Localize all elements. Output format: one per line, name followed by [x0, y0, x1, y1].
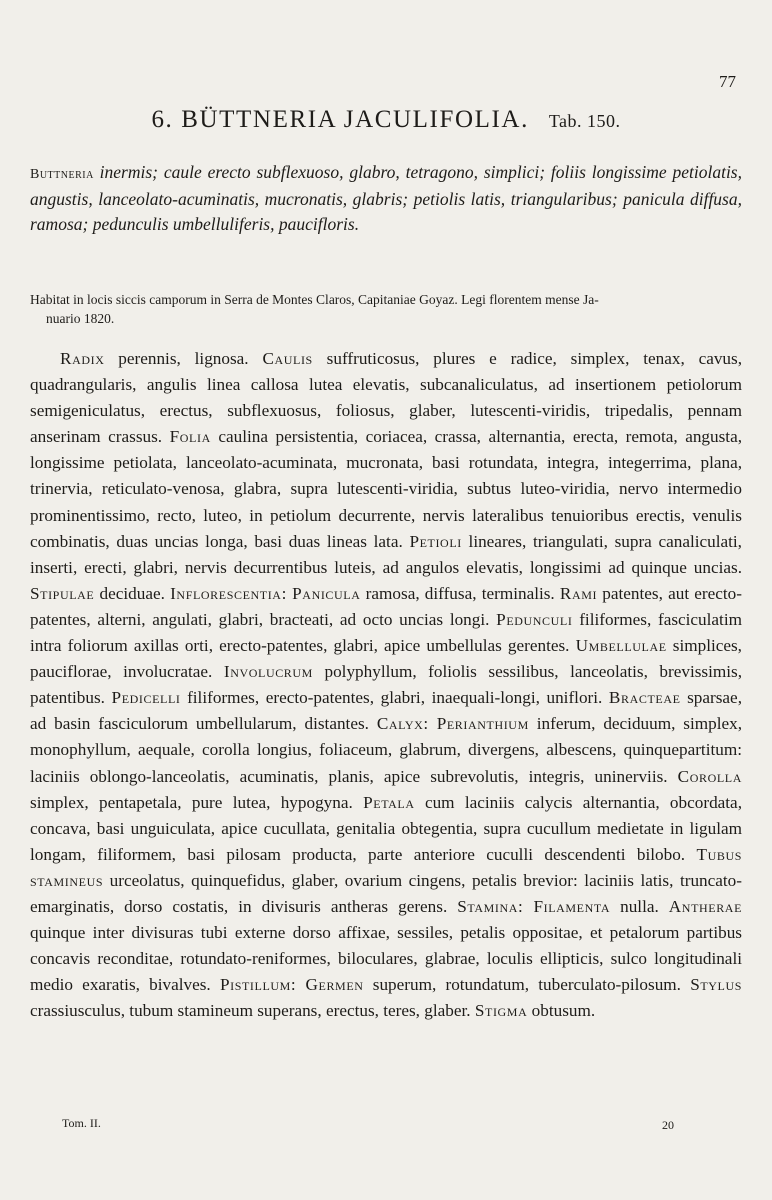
description-text: inferum, deciduum, simplex, monophyllum, aequale, corolla longius, foliaceum, glabrum, divergens, albescens, quinquepartitum: laciniis oblongo-lanceolatis, acuminatis, planis, apice subrevolutis, integris, uninerviis. [30, 714, 743, 786]
description-text: ramosa, diffusa, terminalis. [360, 583, 560, 603]
description-term: Filamenta [533, 896, 611, 916]
description-text [429, 714, 437, 733]
description-text: suffruticosus, plures e radice, simplex, tenax, cavus, quadrangularis, angulis linea callosa lutea elevatis, subcanaliculatus, ad insertionem petiolorum semigeniculatus, erectus, subflexuosus, foliosus, glaber, lutescenti-viridis, tripedalis, pennam anserinam crassus. [30, 349, 742, 447]
description-term: Germen [305, 975, 364, 995]
species-title [0, 106, 772, 134]
description-text: crassiusculus, tubum stamineum superans, erectus, teres, glaber. [30, 1001, 475, 1021]
species-name: BÜTTNERIA JACULIFOLIA. [181, 106, 529, 133]
description-term: Pedicelli [111, 688, 181, 708]
description-term: Involucrum [223, 662, 313, 682]
description-text: superum, rotundatum, tuberculato-pilosum. [363, 975, 691, 995]
description-text: sparsae, ad basin fasciculorum umbellularum, distantes. [30, 688, 742, 734]
description-text: caulina persistentia, coriacea, crassa, alternantia, erecta, remota, angusta, longissime petiolata, lanceolato-acuminata, mucronata, basi rotundata, integra, integerrima, plana, trinervia, reticulato-venosa, glabra, supra lutescenti-viridia, subtus luteo-viridia, nervo intermedio prominentissimo, recto, luteo, in petiolum decurrente, nervis lateralibus tenuioribus erectis, venulis combinatis, duas uncias longa, basi duas lineas lata. [30, 427, 742, 551]
description-term: Pistillum: [219, 975, 297, 995]
description-term: Petioli [409, 531, 462, 551]
description-term: Petala [363, 792, 415, 812]
description-term: Radix [60, 349, 105, 368]
description-text: lineares, triangulati, supra canaliculati, inserti, erecti, glabri, nervis decurrentibus luteis, ad angulos elevatis, longissimi ad quinque uncias. [30, 531, 742, 577]
description-term: Inflorescentia: [170, 583, 287, 603]
description-term: Antherae [668, 896, 743, 916]
description-term: Perianthium [436, 714, 529, 734]
description-text: perennis, lignosa. [104, 349, 263, 368]
description-text: polyphyllum, foliolis sessilibus, lanceolatis, brevissimis, patentibus. [30, 662, 743, 708]
description-text: patentes, aut erecto-patentes, alterni, angulati, glabri, bracteati, ad octo uncias longi. [30, 583, 742, 629]
description-term: Stigma [474, 1001, 528, 1021]
description-text: quinque inter divisuras tubi externe dorso affixae, sessiles, petalis oppositae, et petalorum partibus concavis reconditae, rotundato-reniformes, biloculares, glabrae, loculis ellipticis, sulco longitudinali medio exaratis, bivalves. [30, 923, 742, 995]
description-term: Corolla [677, 766, 742, 786]
description-text: filiformes, erecto-patentes, glabri, inaequali-longi, uniflori. [180, 688, 609, 708]
diagnosis [30, 160, 742, 237]
description-body [30, 346, 742, 1024]
description-term: Stylus [690, 975, 743, 995]
description-term: Caulis [262, 349, 313, 368]
habitat-line-2: nuario 1820. [46, 311, 115, 326]
description-text: nulla. [610, 896, 669, 916]
description-text: simplices, pauciflorae, involucratae. [30, 636, 742, 682]
description-term: Calyx: [376, 714, 429, 734]
description-text [523, 897, 533, 916]
description-term: Rami [559, 583, 598, 603]
plate-reference: Tab. 150. [548, 111, 621, 131]
species-number: 6. [151, 106, 174, 133]
description-term: Bracteae [608, 688, 681, 708]
description-term: Tubus stamineus [30, 844, 742, 890]
description-term: Folia [169, 427, 211, 447]
description-term: Stamina: [457, 896, 524, 916]
description-paragraph [30, 346, 742, 1024]
description-text: deciduae. [94, 583, 171, 603]
description-text: simplex, pentapetala, pure lutea, hypogyna. [30, 792, 364, 812]
description-text: filiformes, fasciculatim intra foliorum axillas orti, erecto-patentes, glabri, apice umbellulas gerentes. [30, 609, 742, 656]
description-term: Umbellulae [575, 636, 667, 656]
signature-mark: 20 [662, 1118, 674, 1132]
habitat-line-1: Habitat in locis siccis camporum in Serra de Montes Claros, Capitaniae Goyaz. Legi florentem mense Ja- [30, 292, 599, 307]
description-text [296, 975, 305, 994]
description-term: Panicula [292, 583, 361, 603]
habitat-note [30, 290, 742, 328]
diagnosis-genus: Buttneria [30, 167, 94, 182]
page-number: 77 [719, 72, 736, 91]
description-text: cum laciniis calycis alternantia, obcordata, concava, basi unguiculata, apice cucullata, genitalia obtegentia, supra cucullum medietate in ligulam longam, filiformem, basi pilosam producta, parte anteriore cuculli descendenti bilobo. [30, 792, 742, 864]
diagnosis-text: inermis; caule erecto subflexuoso, glabro, tetragono, simplici; foliis longissime petiolatis, angustis, lanceolato-acuminatis, mucronatis, glabris; petiolis latis, triangularibus; panicula diffusa, ramosa; pedunculis umbelluliferis, paucifloris. [30, 162, 742, 234]
description-term: Stipulae [30, 583, 95, 603]
description-text: urceolatus, quinquefidus, glaber, ovarium cingens, petalis brevior: laciniis latis, truncato-emarginatis, dorso costatis, in divisuris antheras gerens. [30, 870, 742, 916]
description-text: obtusum. [527, 1001, 596, 1021]
volume-mark: Tom. II. [62, 1116, 101, 1130]
description-term: Pedunculi [496, 609, 573, 629]
